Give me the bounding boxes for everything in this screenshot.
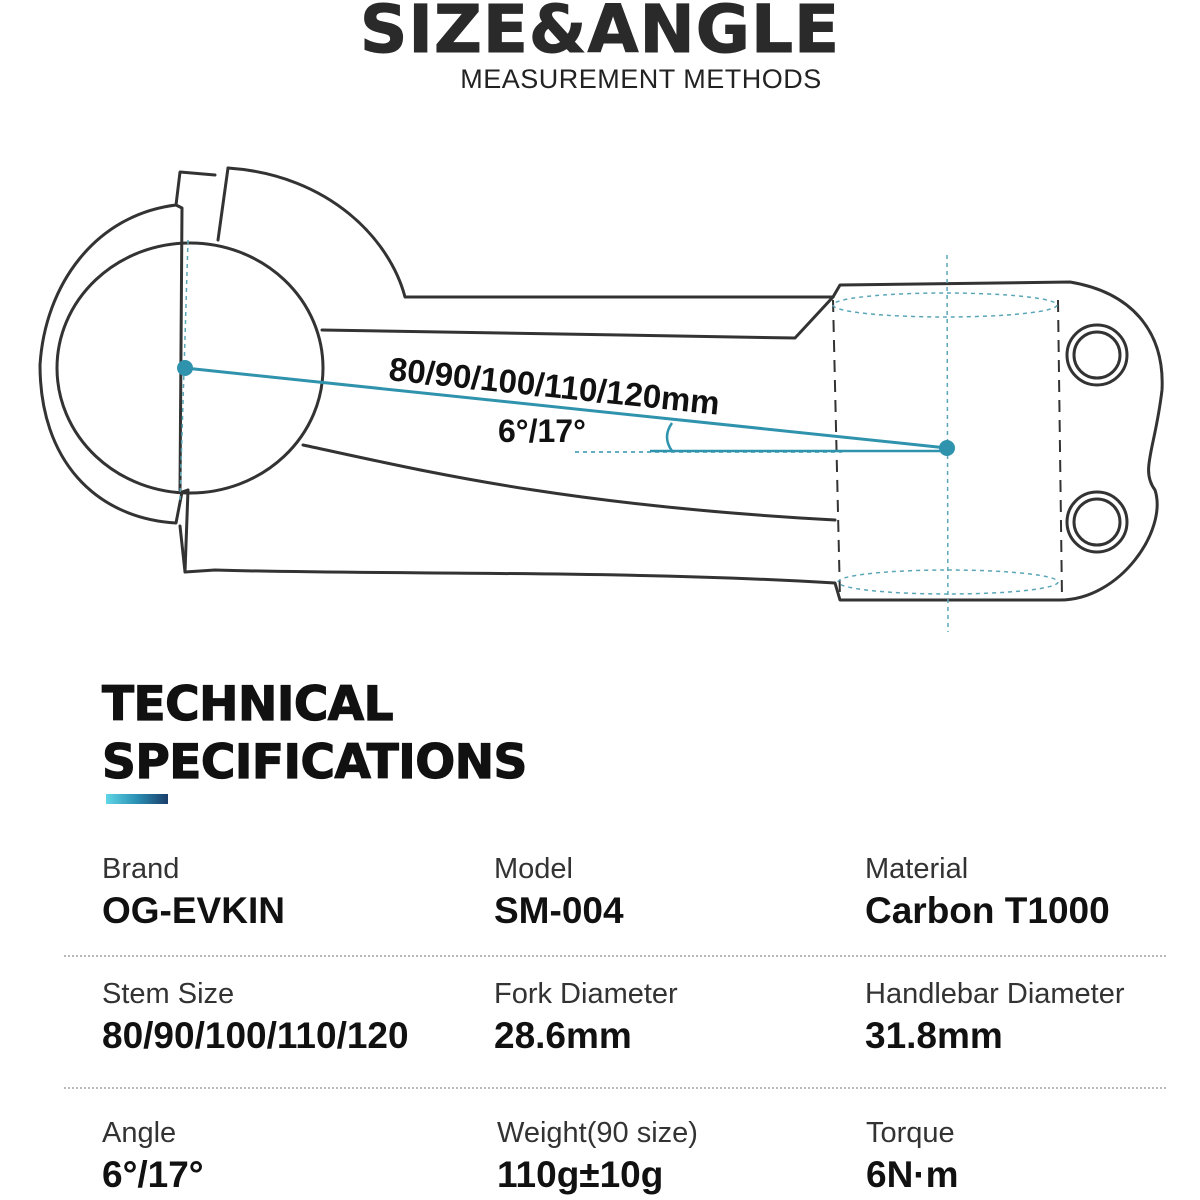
stem-body-inner-lower [303,445,835,520]
steerer-right [1058,300,1062,598]
spec-stem-size [102,977,409,1059]
bolt-hole-top [1067,325,1127,385]
spec-label: Weight(90 size) [497,1117,698,1149]
steerer-left [833,300,840,598]
spec-label: Model [494,853,573,885]
spec-label: Handlebar Diameter [865,978,1125,1010]
specs-title-line1: TECHNICAL [102,677,394,732]
stem-diagram [0,140,1200,660]
stem-body-inner [322,297,833,338]
spec-value: 31.8mm [865,1015,1003,1056]
bolt-hole-top-inner [1074,332,1120,378]
steerer-bottom-ellipse [838,570,1058,594]
spec-value: SM-004 [494,890,624,931]
spec-label: Torque [866,1117,955,1149]
steerer-top-ellipse [833,293,1057,317]
spec-torque [866,1116,959,1198]
angle-arc [667,423,672,451]
spec-label: Brand [102,853,180,885]
specs-title-line2: SPECIFICATIONS [102,735,527,790]
spec-brand [102,852,285,934]
spec-handlebar-diameter [865,977,1125,1059]
accent-bar [106,794,168,804]
clamp-split-upper [218,168,228,240]
bar-center-dot [177,360,193,376]
row-divider [64,955,1166,957]
spec-material [865,852,1110,934]
spec-label: Stem Size [102,978,235,1010]
spec-value: 110g±10g [497,1154,664,1195]
spec-label: Angle [102,1117,177,1149]
length-label: 80/90/100/110/120mm [387,350,722,422]
spec-weight [497,1116,698,1198]
spec-value: Carbon T1000 [865,890,1110,931]
spec-label: Fork Diameter [494,978,678,1010]
steerer-center-dot [939,440,955,456]
spec-value: 6°/17° [102,1154,204,1195]
row-divider [64,1087,1166,1089]
spec-angle [102,1116,204,1198]
spec-value: 28.6mm [494,1015,632,1056]
page-title: SIZE&ANGLE [359,0,841,68]
clamp-left-half [40,172,215,523]
spec-value: OG-EVKIN [102,890,285,931]
clamp-left-edge [176,205,182,490]
bolt-hole-bottom-inner [1074,499,1120,545]
spec-value: 80/90/100/110/120 [102,1015,409,1056]
spec-label: Material [865,853,969,885]
angle-label: 6°/17° [498,413,586,449]
clamp-split-lower [185,490,188,572]
bolt-hole-bottom [1067,492,1127,552]
page-subtitle: MEASUREMENT METHODS [460,64,822,94]
spec-value: 6N·m [866,1154,959,1195]
spec-fork-diameter [494,977,678,1059]
specs-title [102,676,527,792]
spec-model [494,852,624,934]
